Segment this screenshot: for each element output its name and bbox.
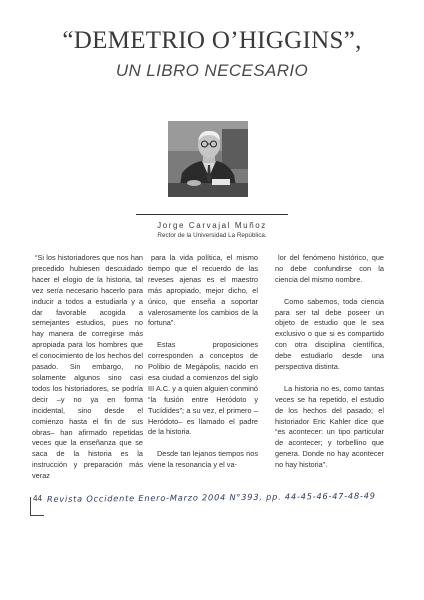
author-role: Rector de la Universidad La República. xyxy=(157,232,267,239)
author-name: Jorge Carvajal Muñoz xyxy=(157,221,267,230)
handwritten-citation-note: Revista Occidente Enero-Marzo 2004 N°393, pp. 44-45-46-47-48-49 xyxy=(46,490,376,504)
page-number-rule xyxy=(30,497,31,515)
paragraph: para la vida política, el mismo tiempo que el recuerdo de las reveses ajenas es el maestro más apropiado, mejor dicho, el único, que enseña a soportar valerosamente los cambios de la fortuna”. xyxy=(148,253,258,328)
page-number: 44 xyxy=(33,494,42,503)
text-column-1 xyxy=(32,253,143,493)
text-column-3 xyxy=(275,253,384,482)
author-portrait-image xyxy=(168,121,248,197)
byline-divider xyxy=(136,214,288,215)
author-photo xyxy=(168,121,248,197)
paragraph: “Si los historiadores que nos han precedido hubiesen descuidado hacer el elogio de la historia, tal vez sería necesario hacerlo para inducir a todos a estudiarla y a dar favorable acogida a semejantes estudios, pues no hay manera de corregirse más apropiada para los hombres que el conocimiento de los hechos del pasado. Sin embargo, no solamente algunos sino casi todos los historiadores, se podría decir –y no ya en forma incidental, sino desde el comienzo hasta el fin de sus obras– han afirmado repetidas veces que la enseñanza que se saca de la historia es la instrucción y preparación más veraz xyxy=(32,253,143,481)
article-subtitle: UN LIBRO NECESARIO xyxy=(115,61,309,80)
paragraph: Desde tan lejanos tiempos nos viene la resonancia y el va- xyxy=(148,449,258,470)
paragraph: Estas proposiciones corresponden a conceptos de Polibio de Megápolis, nacido en esa ciudad a comienzos del siglo III A.C. y a quien alguien conminó “la fusión entre Heródoto y Tucídides”; a su vez, el primero –Heródoto– es llamado el padre de la historia. xyxy=(148,340,258,437)
article-title: “DEMETRIO O’HIGGINS”, xyxy=(62,27,362,54)
paragraph: Como sabemos, toda ciencia para ser tal debe poseer un objeto de estudio que le sea exclusivo o que si es compartido con otra disciplina científica, debe estudiarlo desde una perspectiva distinta. xyxy=(275,296,384,372)
page-number-underline xyxy=(30,515,44,516)
paragraph: lor del fenómeno histórico, que no debe confundirse con la ciencia del mismo nombre. xyxy=(275,253,384,284)
paragraph: La historia no es, como tantas veces se ha repetido, el estudio de los hechos del pasado; el historiador Eric Kahler dice que “es acontecer: un tipo particular de acontecer; y torbellino que genera. Donde no hay acontecer no hay historia”. xyxy=(275,383,384,470)
text-column-2 xyxy=(148,253,258,482)
